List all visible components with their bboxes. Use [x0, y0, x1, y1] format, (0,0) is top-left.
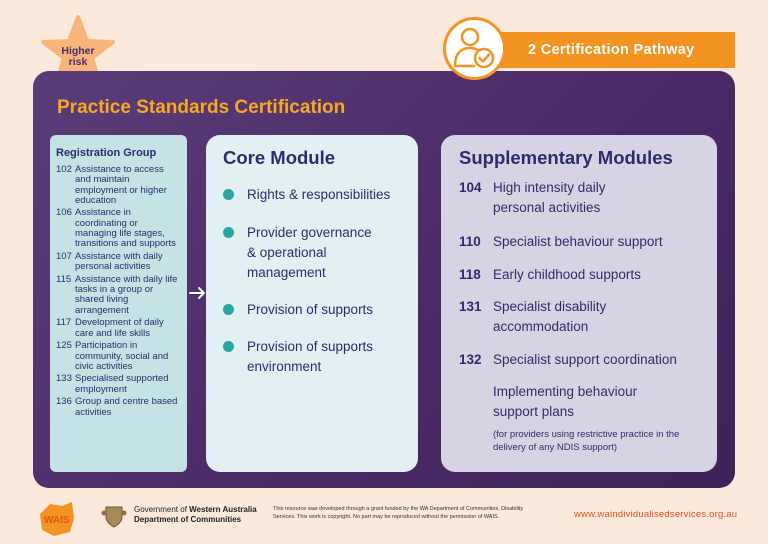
list-item	[56, 318, 181, 339]
module-text: Specialist behaviour support	[493, 234, 663, 249]
list-item	[459, 297, 659, 337]
module-number	[459, 382, 493, 422]
registration-group-panel	[50, 135, 187, 472]
person-check-icon	[443, 17, 506, 80]
list-item	[56, 341, 181, 372]
group-text: Assistance in coordinating or managing life stages, transitions and supports	[75, 207, 176, 250]
group-text: Assistance with daily life tasks in a group or shared living arrangement	[75, 273, 178, 316]
wa-crest-icon	[101, 503, 127, 529]
group-number: 115	[56, 273, 72, 285]
certification-pathway-label	[480, 32, 735, 68]
core-item-text: Provision of supports environment	[247, 339, 374, 374]
group-text: Specialised supported employment	[75, 373, 169, 395]
page-title: Practice Standards Certification	[57, 97, 346, 118]
group-number: 106	[56, 207, 72, 219]
bullet-icon	[223, 189, 234, 200]
arrow-right-icon	[189, 286, 207, 300]
list-item	[56, 208, 181, 249]
list-item	[56, 397, 181, 418]
badge-line2: risk	[68, 56, 88, 68]
disclaimer-text: This resource was developed through a grant funded by the WA Department of Communities, Disability Services. This work is copyright. No part may be reproduced without the permission of WAIS.	[273, 506, 524, 520]
bullet-icon	[223, 304, 234, 315]
bullet-icon	[223, 341, 234, 352]
group-text: Assistance with daily personal activities	[75, 250, 163, 273]
list-item	[223, 223, 383, 283]
module-number: 132	[459, 352, 482, 367]
module-note: (for providers using restrictive practice in the delivery of any NDIS support)	[493, 429, 680, 453]
group-text: Group and centre based activities	[75, 396, 178, 418]
module-text: Specialist support coordination	[493, 352, 677, 367]
footer	[0, 490, 768, 544]
group-number: 125	[56, 340, 72, 352]
list-item	[459, 178, 659, 218]
government-name	[134, 505, 257, 514]
website-link[interactable]: www.waindividualisedservices.org.au	[574, 509, 738, 520]
module-number: 110	[459, 234, 481, 249]
wais-logo-text: WAIS	[44, 515, 70, 526]
group-number: 117	[56, 317, 72, 329]
module-number: 118	[459, 267, 481, 282]
list-item	[56, 165, 181, 206]
core-item-text: Provision of supports	[247, 302, 374, 317]
group-number: 136	[56, 396, 72, 408]
group-number: 102	[56, 164, 72, 175]
module-text: Implementing behaviour support plans	[493, 384, 638, 419]
list-item	[223, 300, 418, 320]
list-item	[459, 265, 717, 285]
gov-state: Western Australia	[189, 505, 257, 514]
department-name: Department of Communities	[134, 515, 242, 524]
pathway-text: 2 Certification Pathway	[528, 42, 695, 58]
group-text: Development of daily care and life skills	[75, 317, 164, 339]
list-item	[56, 275, 181, 316]
supplementary-modules-title: Supplementary Modules	[459, 147, 673, 168]
group-number: 107	[56, 250, 72, 262]
module-text: High intensity daily personal activities	[493, 180, 606, 215]
list-item	[56, 252, 181, 273]
core-item-text: Rights & responsibilities	[247, 187, 391, 202]
supplementary-modules-panel	[441, 135, 717, 472]
module-text: Early childhood supports	[493, 267, 641, 282]
core-item-text: Provider governance & operational management	[247, 225, 372, 280]
list-item	[223, 337, 393, 377]
gov-prefix: Government of	[134, 505, 190, 514]
bullet-icon	[223, 227, 234, 238]
core-module-panel	[206, 135, 418, 472]
core-module-title: Core Module	[223, 147, 336, 168]
badge-line1: Higher	[61, 45, 95, 57]
group-text: Participation in community, social and civic activities	[75, 340, 169, 372]
module-number: 104	[459, 180, 482, 195]
list-item	[459, 350, 717, 370]
badge-text	[40, 46, 116, 68]
list-item	[459, 232, 717, 252]
module-text: Specialist disability accommodation	[493, 299, 607, 334]
list-item	[56, 374, 181, 395]
group-number: 133	[56, 373, 72, 385]
group-text: Assistance to access and maintain employment or higher education	[75, 164, 167, 206]
list-item	[459, 382, 649, 422]
module-number: 131	[459, 299, 482, 314]
list-item	[223, 185, 418, 205]
registration-group-title: Registration Group	[56, 147, 157, 159]
